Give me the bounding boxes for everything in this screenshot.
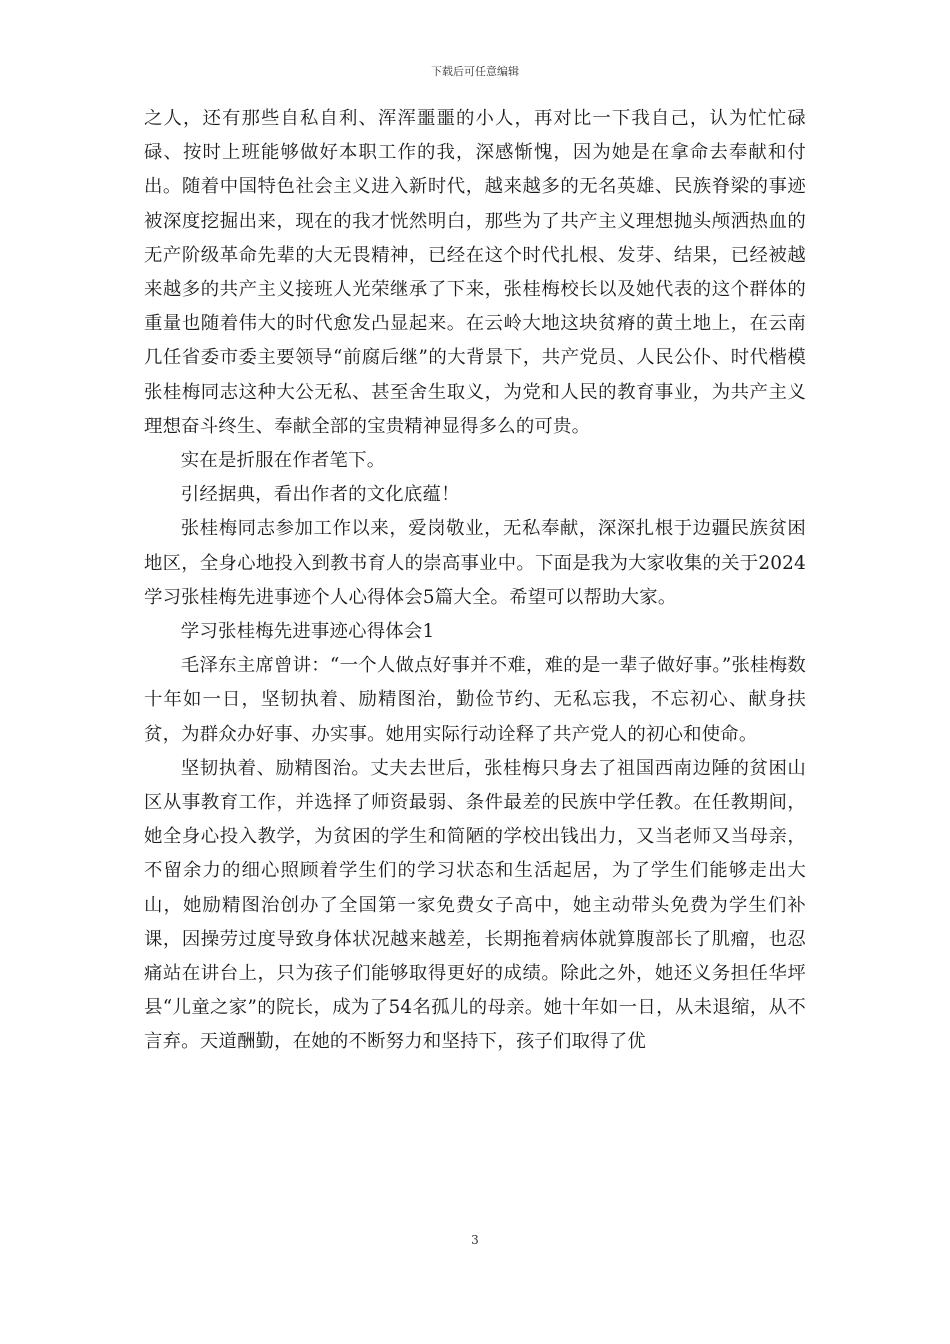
- paragraph-comment-1: 实在是折服在作者笔下。: [180, 450, 386, 472]
- paragraph-quote: 毛泽东主席曾讲：“一个人做点好事并不难，难的是一辈子做好事。”张桂梅数十年如一日，坚韧执着、励精图治，勤俭节约、无私忘我，不忘初心、献身扶贫，为群众办好事、办实事。她用实际行动诠释了共产党人的初心和使命。: [144, 655, 806, 745]
- paragraph-story: 坚韧执着、励精图治。丈夫去世后，张桂梅只身去了祖国西南边陲的贫困山区从事教育工作，并选择了师资最弱、条件最差的民族中学任教。在任教期间，她全身心投入教学，为贫困的学生和简陋的学校出钱出力，又当老师又当母亲，不留余力的细心照顾着学生们的学习状态和生活起居，为了学生们能够走出大山，她励精图治创办了全国第一家免费女子高中，她主动带头免费为学生们补课，因操劳过度导致身体状况越来越差，长期拖着病体就算腹部长了肌瘤，也忍痛站在讲台上，只为孩子们能够取得更好的成绩。除此之外，她还义务担任华坪县“儿童之家”的院长，成为了54名孤儿的母亲。她十年如一日，从未退缩，从不言弃。天道酬勤，在她的不断努力和坚持下，孩子们取得了优: [144, 757, 806, 1053]
- page-number: 3: [471, 1233, 479, 1247]
- section-heading: 学习张桂梅先进事迹心得体会1: [180, 621, 435, 643]
- paragraph-intro: 张桂梅同志参加工作以来，爱岗敬业，无私奉献，深深扎根于边疆民族贫困地区，全身心地投入到教书育人的崇高事业中。下面是我为大家收集的关于2024学习张桂梅先进事迹个人心得体会5篇大全。希望可以帮助大家。: [144, 518, 806, 608]
- paragraph-comment-2: 引经据典，看出作者的文化底蕴！: [180, 484, 460, 506]
- document-body: [144, 102, 806, 1060]
- page-header: 下载后可任意编辑: [431, 65, 519, 78]
- paragraph-continued: 之人，还有那些自私自利、浑浑噩噩的小人，再对比一下我自己，认为忙忙碌碌、按时上班能够做好本职工作的我，深感惭愧，因为她是在拿命去奉献和付出。随着中国特色社会主义进入新时代，越来越多的无名英雄、民族脊梁的事迹被深度挖掘出来，现在的我才恍然明白，那些为了共产主义理想抛头颅洒热血的无产阶级革命先辈的大无畏精神，已经在这个时代扎根、发芽、结果，已经被越来越多的共产主义接班人光荣继承了下来，张桂梅校长以及她代表的这个群体的重量也随着伟大的时代愈发凸显起来。在云岭大地这块贫瘠的黄土地上，在云南几任省委市委主要领导“前腐后继”的大背景下，共产党员、人民公仆、时代楷模张桂梅同志这种大公无私、甚至舍生取义，为党和人民的教育事业，为共产主义理想奋斗终生、奉献全部的宝贵精神显得多么的可贵。: [144, 108, 806, 437]
